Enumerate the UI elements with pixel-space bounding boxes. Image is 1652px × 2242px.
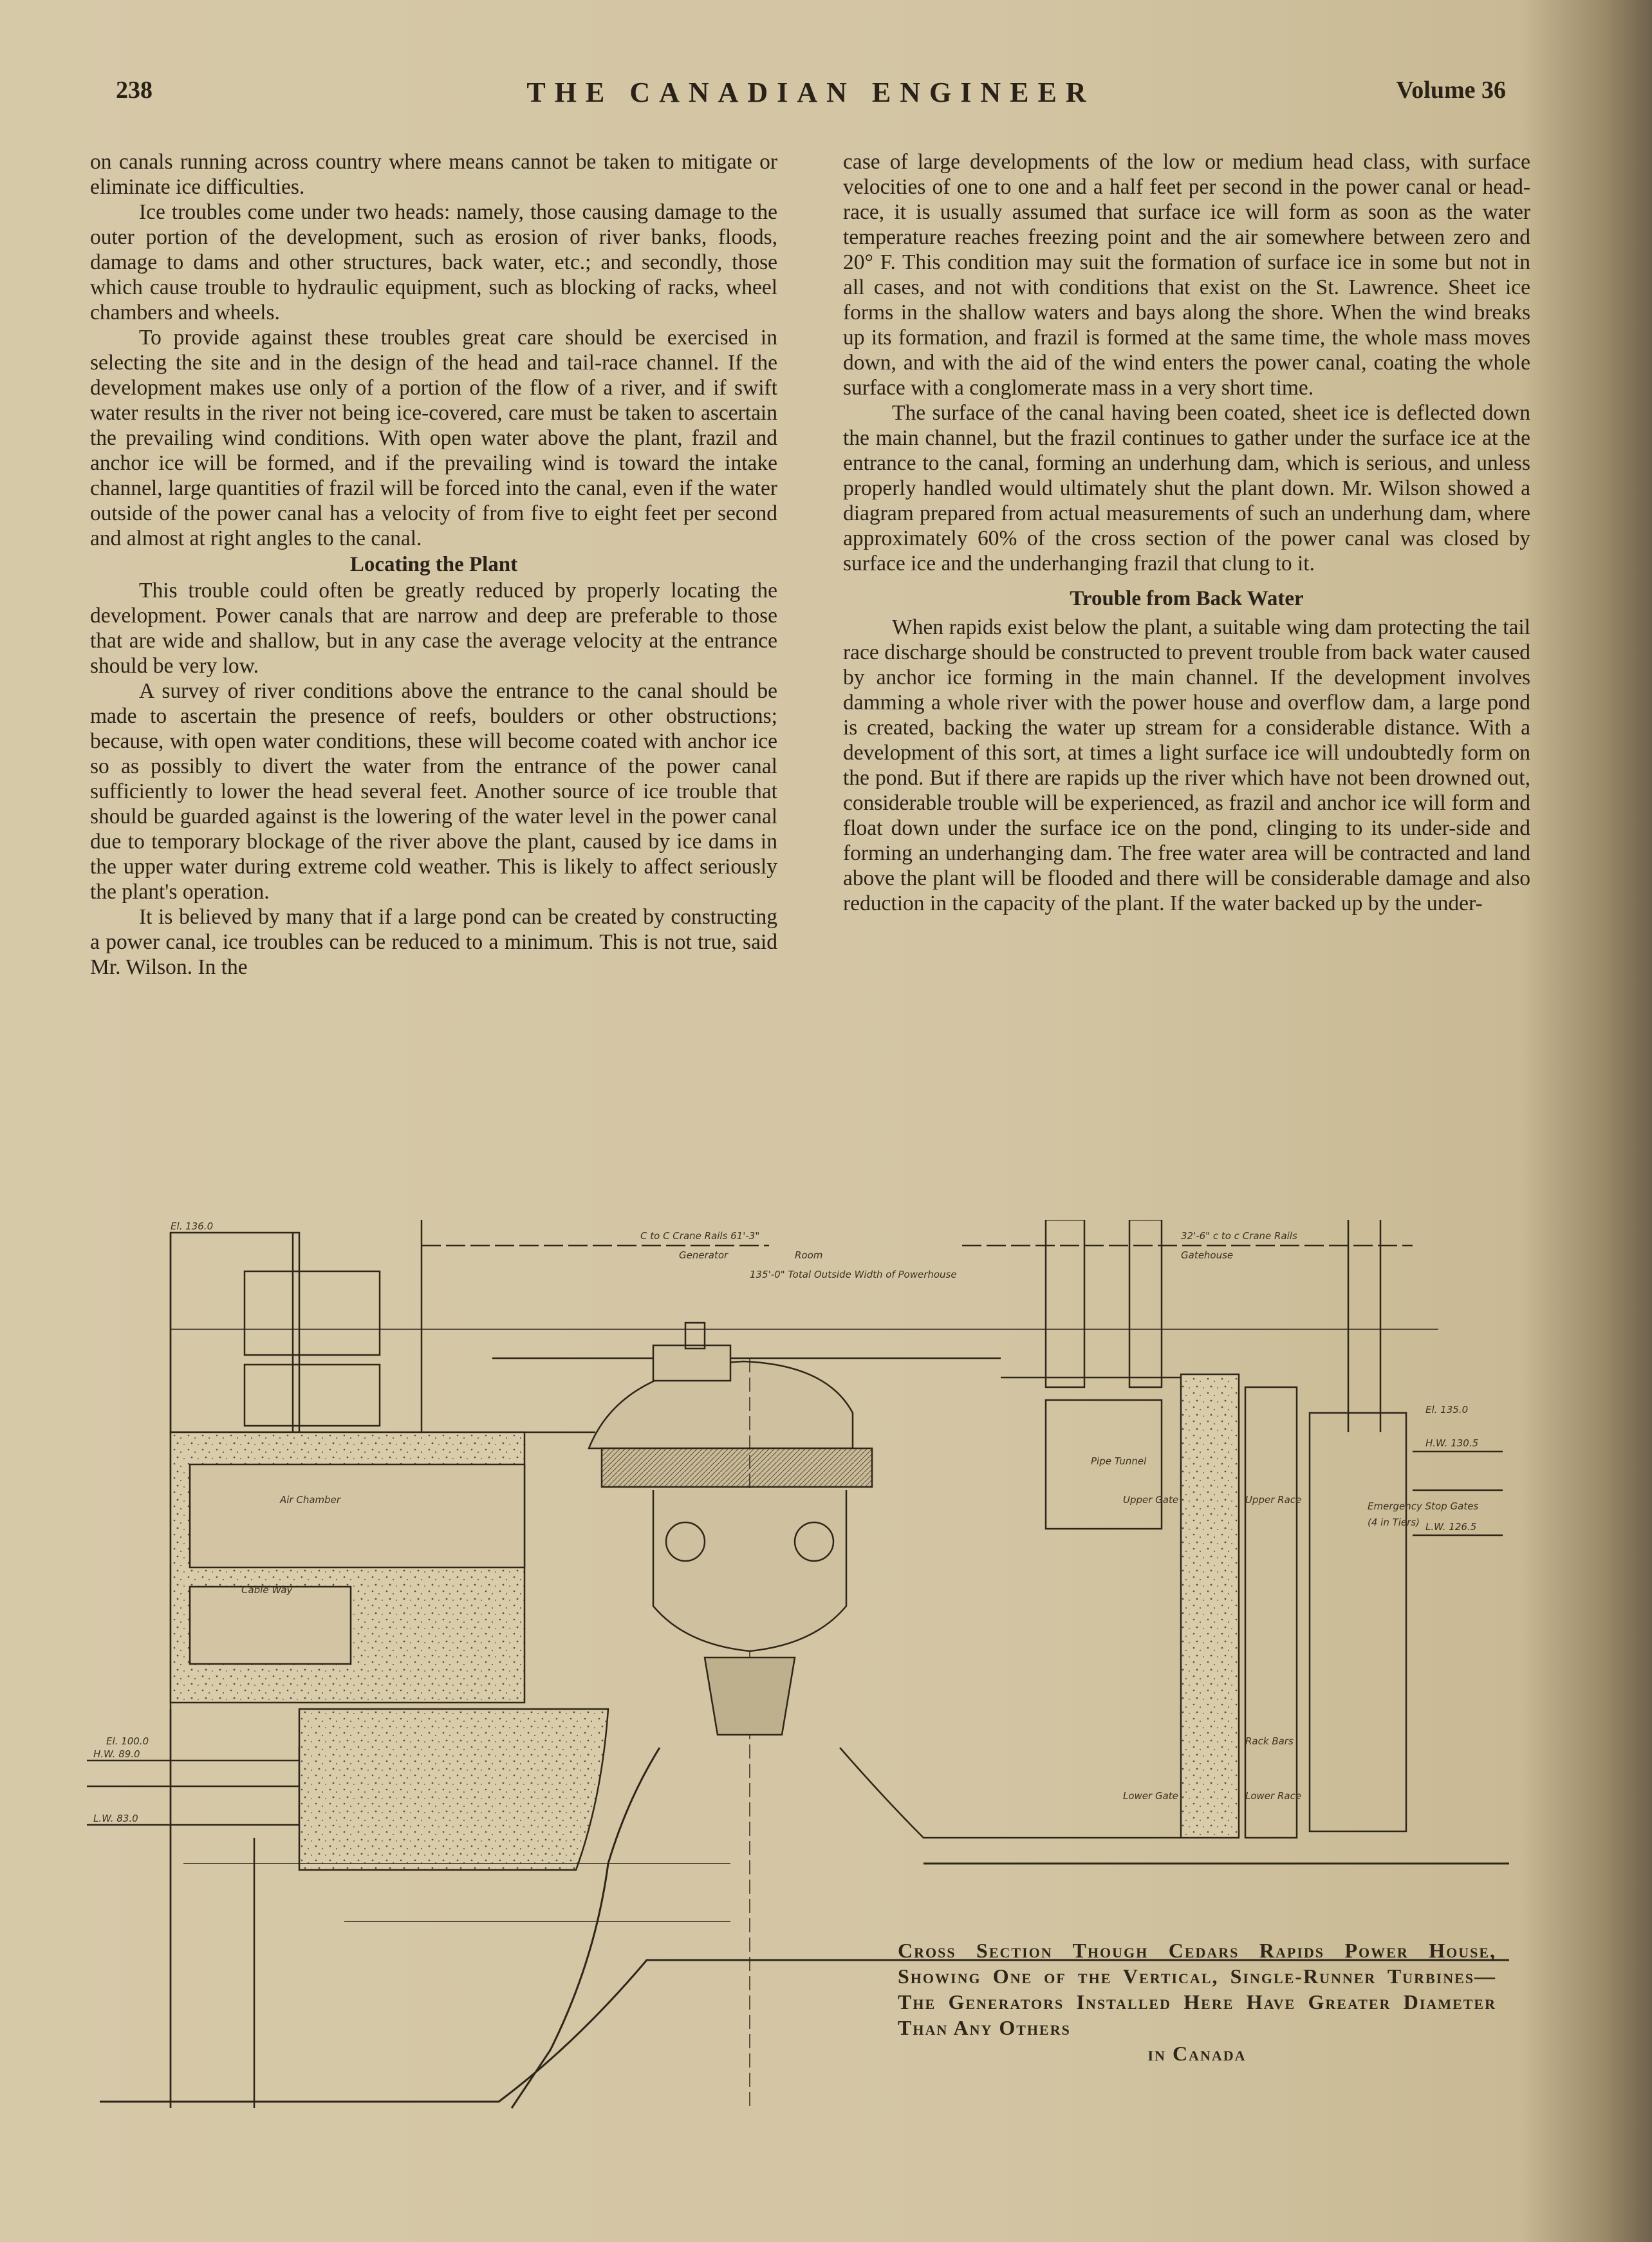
- figure-caption: [898, 1938, 1496, 2066]
- label-air-chamber: Air Chamber: [280, 1494, 341, 1506]
- label-emergency-sub: (4 in Tiers): [1368, 1517, 1420, 1528]
- running-header: [116, 76, 1506, 115]
- label-el-left: El. 100.0: [106, 1735, 149, 1747]
- paragraph: To provide against these troubles great care should be exercised in selecting the site and in the design of the head and tail-race channel. If the development makes use only of a portion of the flow of a river, and if swift water results in the river not being ice-covered, care must be taken to ascertain the prevailing wind conditions. With open water above the plant, frazil and anchor ice will be formed, and if the prevailing wind is toward the intake channel, large quantities of frazil will be forced into the canal, even if the water outside of the power canal has a velocity of from five to eight feet per second and almost at right angles to the canal.: [90, 326, 777, 550]
- paragraph: case of large developments of the low or medium head class, with surface velocities of one to one and a half feet per second in the power canal or head-race, it is usually assumed that surface ice will form as soon as the water temperature reaches freezing point and the air somewhere between zero and 20° F. This condition may suit the formation of surface ice in some but not in all cases, and not with conditions that exist on the St. Lawrence. Sheet ice forms in the shallow waters and bays along the shore. When the wind breaks up its formation, and frazil is formed at the same time, the whole mass moves down, and with the aid of the wind enters the power canal, coating the whole surface with a conglomerate mass in a very short time.: [843, 150, 1530, 400]
- page-number: 238: [116, 77, 153, 104]
- label-el-right: El. 135.0: [1425, 1404, 1469, 1415]
- volume-label: Volume 36: [1396, 77, 1506, 104]
- label-el-top: El. 136.0: [171, 1220, 214, 1232]
- paragraph: This trouble could often be greatly reduced by properly locating the development. Power canals that are narrow and deep are preferable to those that are wide and shallow, but in any case the average velocity at the entrance should be very low.: [90, 579, 777, 678]
- journal-title: THE CANADIAN ENGINEER: [526, 77, 1095, 108]
- paragraph: A survey of river conditions above the entrance to the canal should be made to ascertain the presence of reefs, boulders or other obstructions; because, with open water conditions, these will become coated with anchor ice so as possibly to divert the water from the entrance of the power canal sufficiently to lower the head several feet. Another source of ice trouble that should be guarded against is the lowering of the water level in the power canal due to temporary blockage of the river above the plant, caused by ice dams in the upper water during extreme cold weather. This is likely to affect seriously the plant's operation.: [90, 679, 777, 904]
- label-crane-rails-1: C to C Crane Rails 61'-3": [640, 1230, 760, 1242]
- label-pipe-tunnel: Pipe Tunnel: [1091, 1455, 1147, 1467]
- right-column: [843, 149, 1530, 916]
- label-lower-race: Lower Race: [1245, 1790, 1302, 1802]
- left-column: [90, 149, 777, 980]
- paragraph: on canals running across country where means cannot be taken to mitigate or eliminate ice difficulties.: [90, 150, 777, 199]
- label-hw-right: H.W. 130.5: [1425, 1437, 1479, 1449]
- caption-text: Cross Section Though Cedars Rapids Power House, Showing One of the Vertical, Single-Runner Turbines—The Generators Installed Here Have Greater Diameter Than Any Others: [898, 1939, 1496, 2039]
- section-heading: Locating the Plant: [349, 553, 518, 576]
- section-heading: Trouble from Back Water: [1070, 587, 1304, 610]
- label-lw-right: L.W. 126.5: [1425, 1521, 1477, 1533]
- paragraph: Ice troubles come under two heads: namely, those causing damage to the outer portion of the development, such as erosion of river banks, floods, damage to dams and other structures, back water, etc.; and secondly, those which cause trouble to hydraulic equipment, such as blocking of racks, wheel chambers and wheels.: [90, 200, 777, 324]
- label-generator: Generator: [679, 1249, 729, 1261]
- label-lower-gate: Lower Gate: [1123, 1790, 1178, 1802]
- label-lw-left: L.W. 83.0: [93, 1813, 138, 1824]
- label-cable-way: Cable Way: [241, 1584, 293, 1596]
- caption-text-last: in Canada: [1147, 2042, 1247, 2065]
- paragraph: It is believed by many that if a large pond can be created by constructing a power canal, ice troubles can be reduced to a minimum. This is not true, said Mr. Wilson. In the: [90, 905, 777, 979]
- label-upper-race: Upper Race: [1245, 1494, 1302, 1506]
- label-emergency: Emergency Stop Gates: [1368, 1500, 1479, 1512]
- label-room: Room: [795, 1249, 823, 1261]
- label-crane-rails-2: 32'-6" c to c Crane Rails: [1181, 1230, 1297, 1242]
- label-hw-left: H.W. 89.0: [93, 1748, 140, 1760]
- paragraph: The surface of the canal having been coated, sheet ice is deflected down the main channel, but the frazil continues to gather under the surface ice at the entrance to the canal, forming an underhung dam, which is serious, and unless properly handled would ultimately shut the plant down. Mr. Wilson showed a diagram prepared from actual measurements of such an underhung dam, where approximately 60% of the cross section of the power canal was closed by surface ice and the underhanging frazil that clung to it.: [843, 401, 1530, 575]
- label-upper-gate: Upper Gate: [1123, 1494, 1179, 1506]
- label-total-width: 135'-0" Total Outside Width of Powerhouse: [750, 1269, 957, 1280]
- label-gatehouse: Gatehouse: [1181, 1249, 1234, 1261]
- paragraph: When rapids exist below the plant, a suitable wing dam protecting the tail race discharge should be constructed to prevent trouble from back water caused by anchor ice forming in the main channel. If the development involves damming a whole river with the power house and overflow dam, a large pond is created, backing the water up stream for a considerable distance. With a development of this sort, at times a light surface ice will undoubtedly form on the pond. But if there are rapids up the river which have not been drowned out, considerable trouble will be experienced, as frazil and anchor ice will form and float down under the surface ice on the pond, clinging to its under-side and forming an underhanging dam. The free water area will be contracted and land above the plant will be flooded and there will be considerable damage and also reduction in the capacity of the plant. If the water backed up by the under-: [843, 615, 1530, 915]
- label-rack-bars: Rack Bars: [1245, 1735, 1294, 1747]
